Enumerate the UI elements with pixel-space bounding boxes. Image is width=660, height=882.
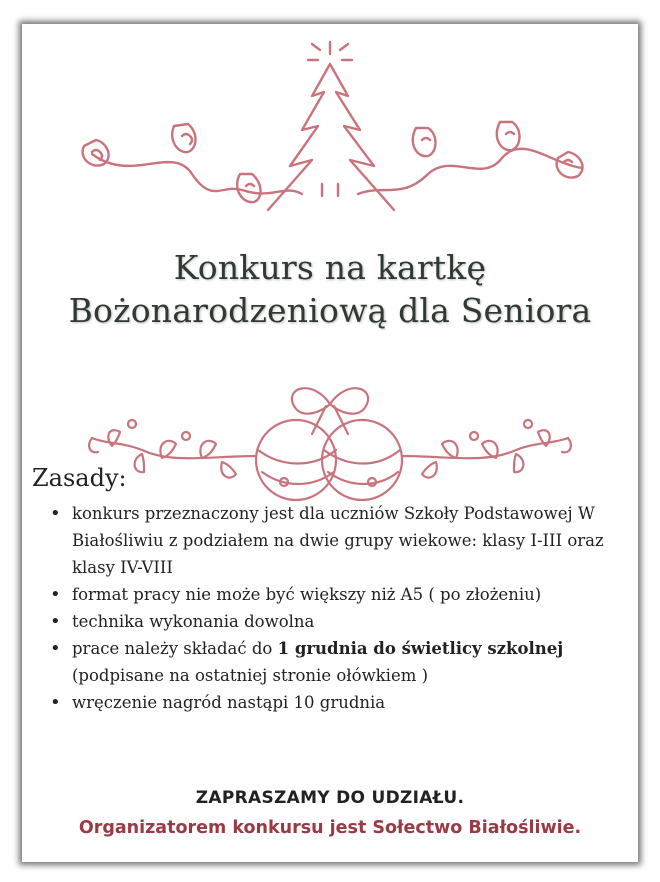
poster: [22, 24, 638, 862]
rule-text: technika wykonania dowolna: [72, 612, 315, 631]
rule-item: [40, 689, 630, 716]
rule-text: konkurs przeznaczony jest dla uczniów Szkoły Podstawowej W Białośliwiu z podziałem na dwie grupy wiekowe: klasy I-III oraz klasy IV-VIII: [72, 504, 615, 577]
organizer-text: Organizatorem konkursu jest Sołectwo Białośliwie.: [78, 818, 582, 838]
rule-item: [40, 635, 630, 689]
rule-deadline-bold: 1 grudnia do świetlicy szkolnej: [277, 639, 564, 658]
rules-heading: Zasady:: [32, 464, 127, 492]
rule-item: [40, 581, 630, 608]
rule-text: format pracy nie może być większy niż A5 ( po złożeniu): [72, 585, 542, 604]
invite-text: ZAPRASZAMY DO UDZIAŁU.: [195, 788, 465, 808]
rule-text-before: prace należy składać do: [72, 639, 278, 658]
poster-title: [22, 246, 638, 332]
rules-list: [40, 500, 630, 716]
title-line-1: Konkurs na kartkę: [173, 248, 487, 287]
rule-item: [40, 500, 630, 581]
christmas-tree-lights-ornament: [22, 34, 638, 234]
rule-text-after: (podpisane na ostatniej stronie ołówkiem ): [72, 639, 569, 685]
rule-text: wręczenie nagród nastąpi 10 grudnia: [72, 693, 386, 712]
title-line-2: Bożonarodzeniową dla Seniora: [68, 291, 592, 330]
rule-item: [40, 608, 630, 635]
